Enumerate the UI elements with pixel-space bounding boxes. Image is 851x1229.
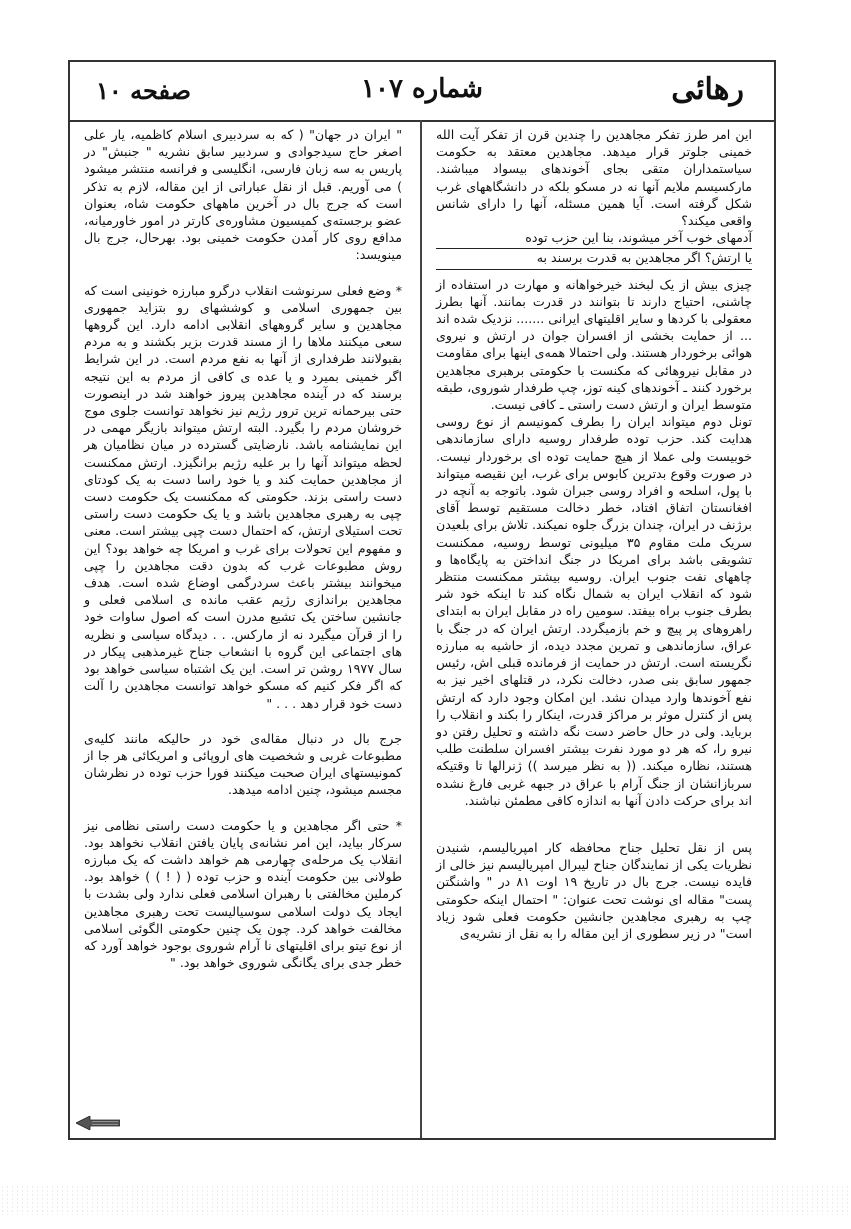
masthead: رهائی (671, 72, 744, 107)
page-number: صفحه ۱۰ (96, 76, 192, 105)
column-divider (420, 120, 422, 1138)
subheading-line: یا ارتش؟ اگر مجاهدین به قدرت برسند به (436, 249, 752, 269)
right-column (436, 126, 752, 942)
spacer (84, 264, 402, 282)
paragraph: این امر طرز تفکر مجاهدین را چندین قرن از تفکر آیت الله خمینی جلوتر قرار میدهد. مجاهدین معتقد به حکومت سیاستمداران متقی بجای آخوندهای بیسواد میباشند. مارکسیسم ملایم آنها نه در مسکو بلکه در دانشگاههای غرب شکل گرفته است. آیا همین مسئله، آنها را دارای شانس واقعی میکند؟ (436, 127, 752, 229)
left-arrow-icon[interactable] (76, 1116, 120, 1130)
subheading-line: آدمهای خوب آخر میشوند، بنا این حزب توده (436, 229, 752, 249)
spacer (84, 799, 402, 817)
issue-number: شماره ۱۰۷ (361, 74, 483, 104)
paragraph: " ایران در جهان" ( که به سردبیری اسلام کاظمیه، یار علی اصغر حاج سیدجوادی و سردبیر سابق نشریه " جنبش" در پاریس به سه زبان فارسی، انگلیسی و فرانسه منتشر میشود ) می آوریم. قبل از نقل عباراتی از این مقاله، لازم به تذکر است که جرج بال در آخرین ماههای حکومت شاه، بعنوان عضو برجسته‌ی کمیسیون مشاوره‌ی کارتر در امور خاورمیانه، مدافع روی کار آمدن حکومت خمینی بود. بهرحال، جرج بال مینویسد: (84, 127, 402, 263)
paragraph: تونل دوم میتواند ایران را بطرف کمونیسم از نوع روسی هدایت کند. حزب توده طرفدار روسیه دارای سازماندهی خوبیست ولی عملا از هیچ حمایت توده ای برخوردار نیست. در صورت وقوع بدترین کابوس برای غرب، این نقیصه میتواند با پول، اسلحه و افراد روسی جبران شود. باتوجه به آنچه در افغانستان اتفاق افتاد، خطر دخالت مستقیم توسط آقای برژنف در ایران، چندان بزرگ جلوه نمیکند. تلاش برای بلعیدن سریک ملت مقاوم ۳۵ میلیونی توسط روسیه، ممکنست تشویقی باشد برای امریکا در جنگ انداختن به پایگاه‌ها و چاههای نفت جنوب ایران. روسیه بیشتر ممکنست منتظر شود که انقلاب ایران به شمال نگاه کند تا اینکه خود شر بطرف جنوب براه بیفتد. سومین راه در مقابل ایران به ابتدای راهروهای پر پیچ و خم بازمیگردد. ارتش ایران که در جنگ با عراق، سازماندهی و تمرین مجدد دیده، از حاشیه به مبارزه نگریسته است. ارتش در حمایت از فرمانده قبلی اش، رئیس جمهور سابق بنی صدر، دخالت نکرد، در قتلهای اخیر نیز به نفع آخوندها وارد میدان نشد. این امکان وجود دارد که ارتش پس از کنترل موثر بر مراکز قدرت، اینکار را بکند و انقلاب را برباید. ولی در حال حاضر دست نگه داشته و تحلیل رفتن دو نیرو را، که هر دو مورد نفرت بیشتر افسران سلطنت طلب هستند، نظاره میکند. (( به نظر میرسد )) ژنرالها تا وقتیکه سربازانشان از جنگ آرام با عراق در جبهه غربی فارغ نشده اند برای حرکت دادن آنها به اندازه کافی مطمئن نباشند. (436, 414, 752, 808)
quote-paragraph: * حتی اگر مجاهدین و یا حکومت دست راستی نظامی نیز سرکار بیاید، این امر نشانه‌ی پایان یافتن انقلاب نخواهد بود. انقلاب یک مرحله‌ی چهارمی هم خواهد داشت که یک مبارزه طولانی بین حکومت آینده و حزب توده ( ( ! ) ) خواهد بود. کرملین مخالفتی با رهبران اسلامی فعلی ندارد ولی بشدت با ایجاد یک دولت اسلامی سوسیالیست تحت رهبری مجاهدین مخالفت خواهد کرد. چون یک چنین حکومتی الگوئی اسلامی از نوع تیتو برای اقلیتهای نا آرام شوروی بوجود خواهد آورد که خطر جدی برای یگانگی شوروی خواهد بود. " (84, 817, 402, 972)
scan-noise (0, 1185, 851, 1215)
page-header (70, 62, 774, 122)
spacer (84, 712, 402, 730)
newspaper-page (68, 60, 776, 1140)
left-column (84, 126, 402, 971)
paragraph: چیزی بیش از یک لبخند خیرخواهانه و مهارت در استفاده از چاشنی، احتیاج دارند تا بتوانند در قدرت بمانند. آنها بطرز معقولی با کردها و سایر اقلیتهای ایرانی ....... نزدیک شده اند ... از حمایت بخشی از افسران جوان در ارتش و نیروی هوائی برخوردار هستند. ولی احتمالا همه‌ی اینها برای مقاومت در مقابل نیروهائی که مکنست با حکومتی برهبری مجاهدین برخورد کنند ـ آخوندهای کینه توز، چپ طرفدار شوروی، طبقه متوسط ایران و ارتش دست راستی ـ کافی نیست. (436, 276, 752, 413)
paragraph: جرج بال در دنبال مقاله‌ی خود در حالیکه مانند کلیه‌ی مطبوعات غربی و شخصیت های اروپائی و امریکائی هر جا از کمونیستهای ایران صحبت میکنند فورا حزب توده در نظرشان مجسم میشود، چنین ادامه میدهد. (84, 730, 402, 798)
quote-paragraph: * وضع فعلی سرنوشت انقلاب درگرو مبارزه خونینی است که بین جمهوری اسلامی و کوششهای رو بتزاید جمهوری مجاهدین و سایر گروههای انقلابی ادامه دارد. این گروهها سعی میکنند ملاها را از مسند قدرت بزیر بکشند و به مردم بقبولانند طرفداری از آنها به نفع مردم است. در این شرایط اگر خمینی بمیرد و یا عده ی کافی از مردم به این نتیجه برسند که در آینده مجاهدین پیروز خواهند شد در اینصورت حتی بیرحمانه ترین ترور رژیم نیز نخواهد توانست جلوی موج خروشان مردم را بگیرد. البته ارتش میتواند بازیگر مهمی در این نمایشنامه باشد. نارضایتی گسترده در میان نظامیان هر لحظه میتواند آنها را بر علیه رژیم برانگیزد. ارتش ممکنست از مجاهدین حمایت کند و یا خود راسا دست به یک کودتای دست راستی بزند. حکومتی که ممکنست یک حکومت دست چپی به رهبری مجاهدین باشد و یا یک حکومت دست راستی تحت استیلای ارتش، که احتمال دست چپی بیشتر است. معنی و مفهوم این تحولات برای غرب و امریکا چه خواهد بود؟ این روش مطبوعات غرب که بدون دقت مجاهدین را چپی میخوانند بیشتر باعث سردرگمی اوضاع شده است. هدف مجاهدین براندازی رژیم عقب مانده ی اسلامی فعلی و جانشین ساختن یک تشیع مدرن است که اصول ساوات خود را از قرآن میگیرد نه از مارکس. . . دیدگاه سیاسی و نظریه های اجتماعی این گروه با انشعاب جناح غیرمذهبی پیکار در سال ۱۹۷۷ روشن تر است. این یک اشتباه سیاسی خواهد بود که اگر فکر کنیم که مسکو خواهد توانست مجاهدین را آلت دست خود قرار دهد . . . " (84, 282, 402, 712)
spacer (436, 809, 752, 839)
paragraph: پس از نقل تحلیل جناح محافظه کار امپریالیسم، شنیدن نظریات یکی از نمایندگان جناح لیبرال امپریالیسم نیز خالی از فایده نیست. جرج بال در تاریخ ۱۹ اوت ۸۱ در " واشنگتن پست" مقاله ای نوشت تحت عنوان: " احتمال اینکه حکومتی چپ به رهبری مجاهدین جانشین حکومت فعلی شود زیاد است" در زیر سطوری از این مقاله را به نقل از نشریه‌ی (436, 839, 752, 941)
